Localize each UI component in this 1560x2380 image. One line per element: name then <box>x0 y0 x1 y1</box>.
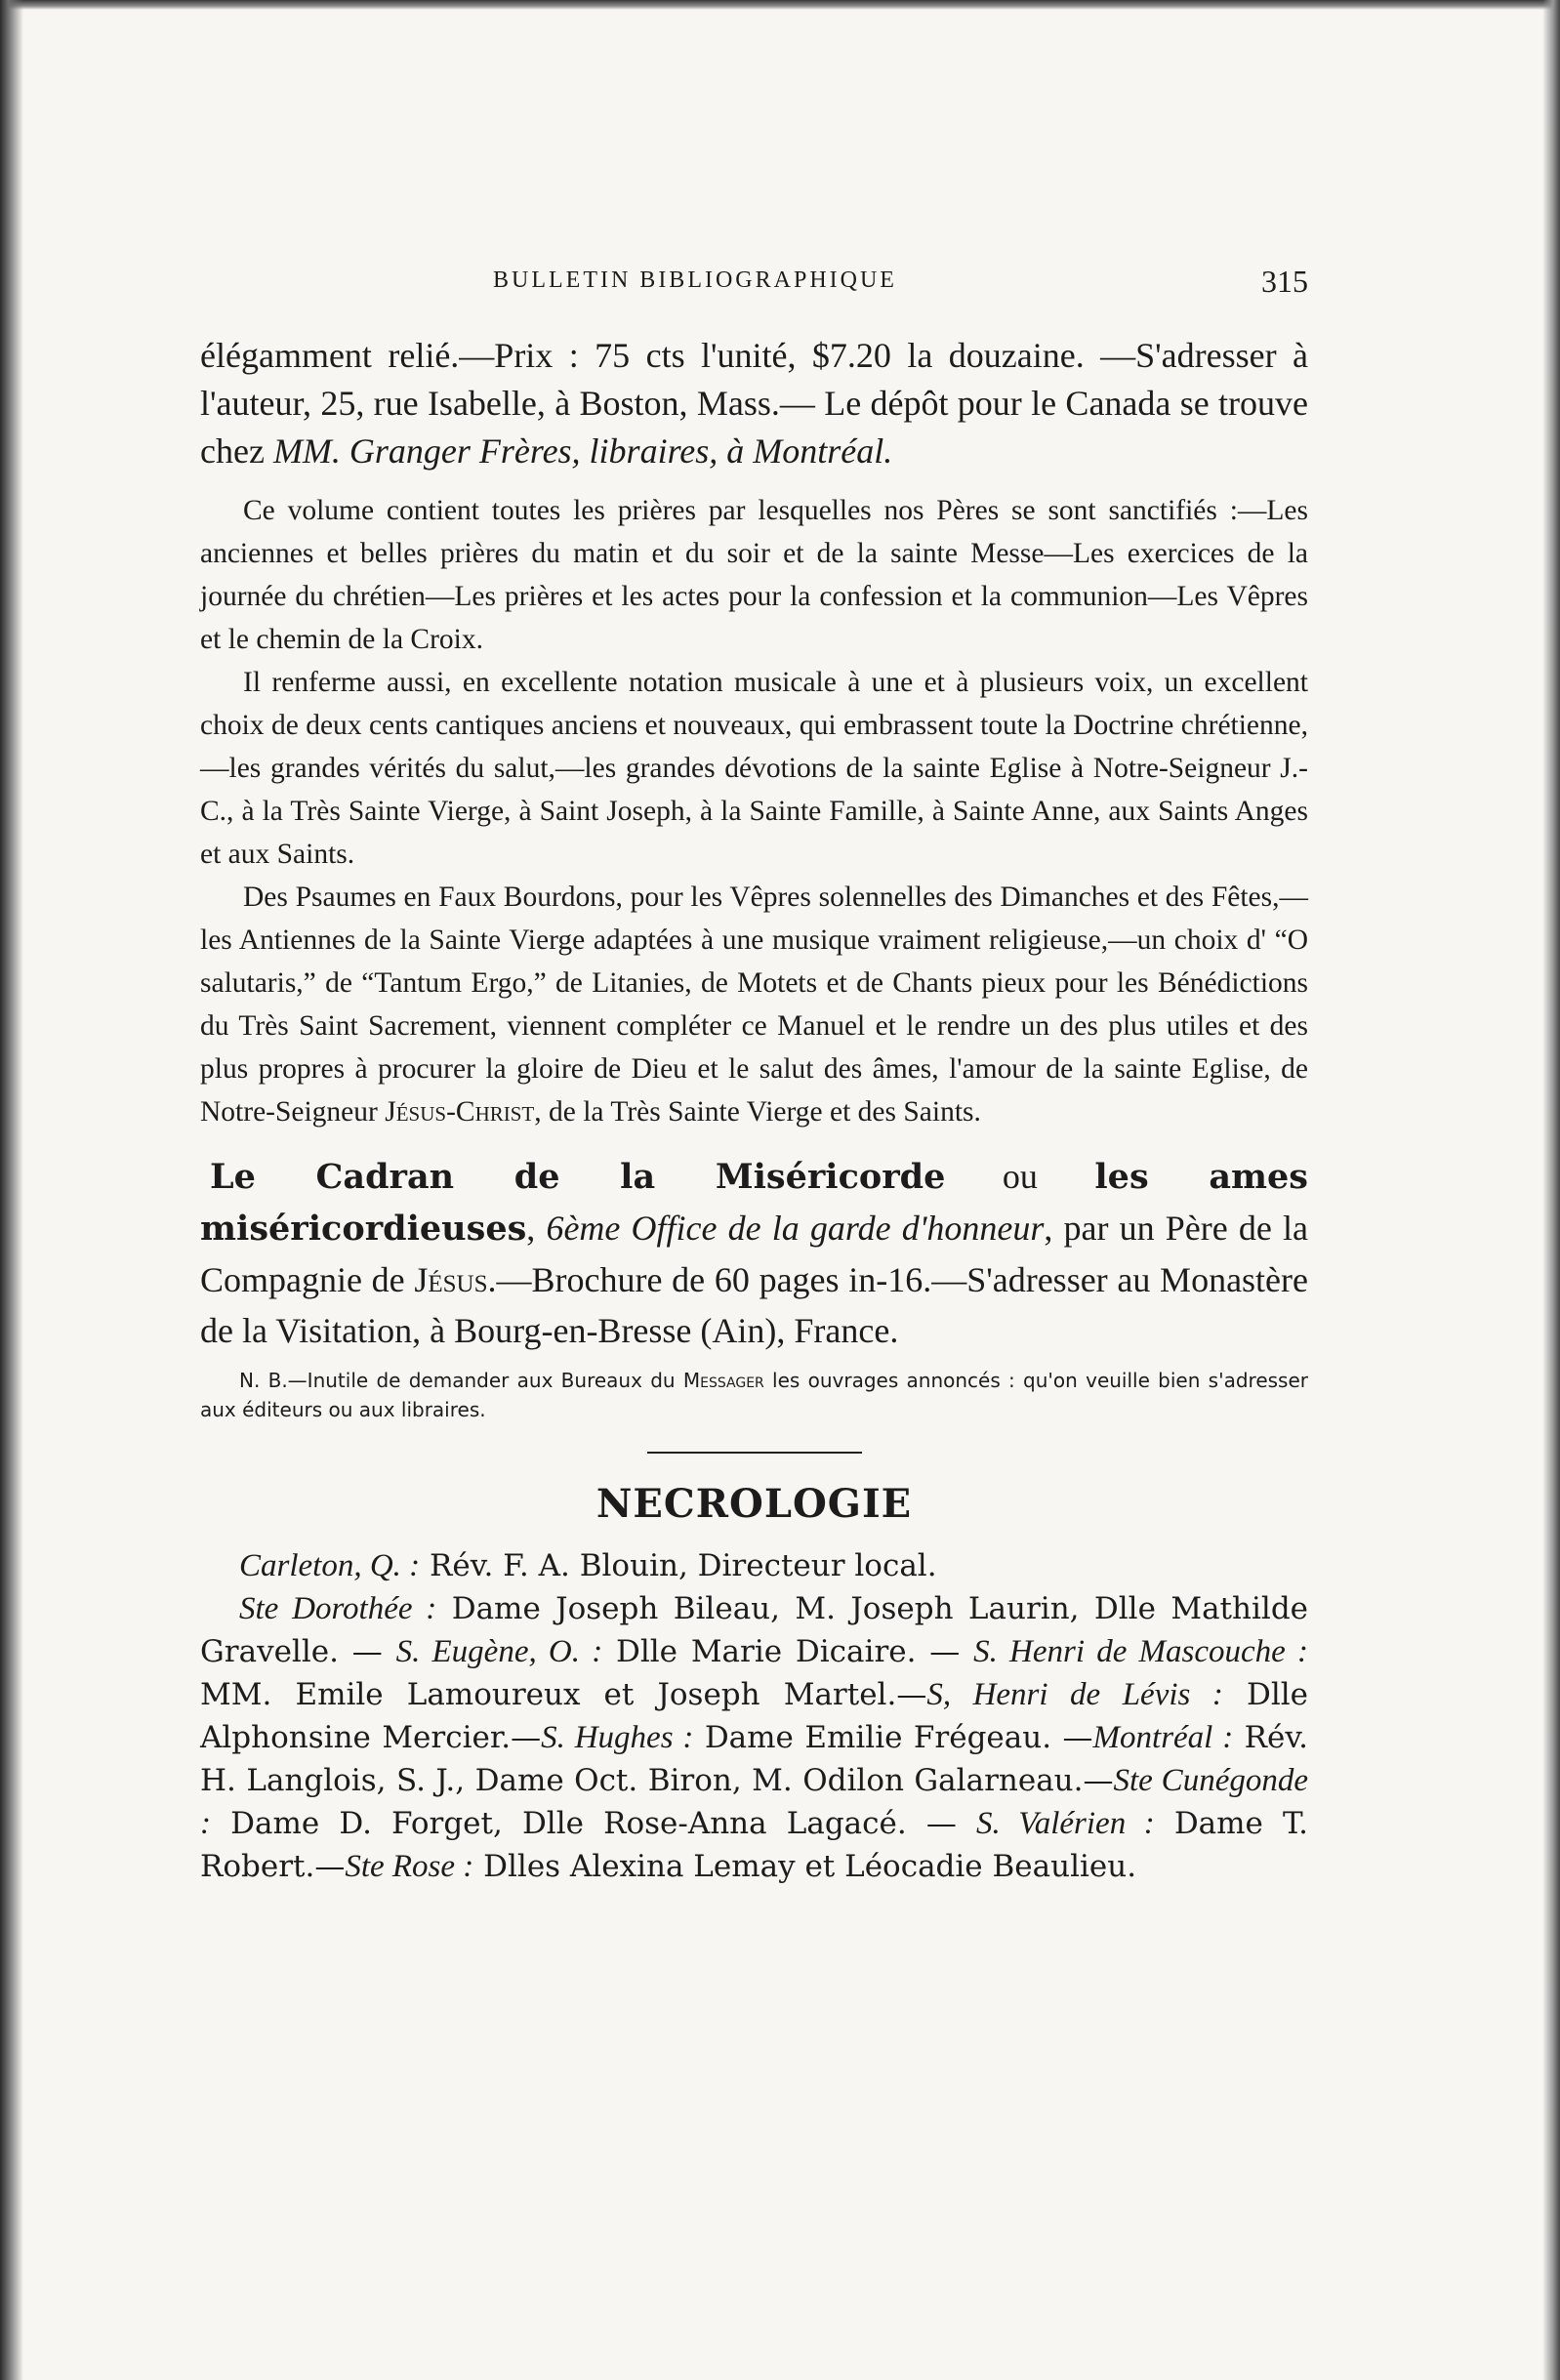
paragraph-3 <box>200 876 1308 1133</box>
section-divider <box>647 1452 862 1454</box>
necro-place: S, Henri de Lévis : <box>926 1677 1223 1712</box>
note-before: N. B.—Inutile de demander aux Bureaux du <box>239 1369 683 1392</box>
entry-connector: ou <box>945 1157 1095 1196</box>
entry-text-b: .—Brochure de 60 pages in-16.—S'adresser au Monastère de la Visitation, à Bourg-en-Bresse (Ain), France. <box>200 1260 1309 1350</box>
book-entry <box>200 1151 1308 1356</box>
necro-place: Carleton, Q. : <box>239 1548 421 1583</box>
necro-names: Dame D. Forget, Dlle Rose-Anna Lagacé. — <box>211 1806 957 1841</box>
paragraph-3-before: Des Psaumes en Faux Bourdons, pour les Vêpres solennelles des Dimanches et des Fêtes,—les Antiennes de la Sainte Vierge adaptées à une musique vraiment religieuse,—un choix d' “O salutaris,” de “Tantum Ergo,” de Litanies, de Motets et de Chants pieux pour les Bénédictions du Très Saint Sacrement, viennent compléter ce Manuel et le rendre un des plus utiles et des plus propres à procurer la gloire de Dieu et le salut des âmes, l'amour de la sainte Eglise, de Notre-Seigneur <box>200 882 1308 1128</box>
necrologie-para-1 <box>200 1544 1308 1587</box>
necro-names: Dame Emilie Frégeau. — <box>693 1720 1093 1755</box>
necro-names: Rév. H. Langlois, S. J., Dame Oct. Biron, M. Odilon Galarneau.— <box>200 1720 1309 1798</box>
necro-names: Dlles Alexina Lemay et Léocadie Beaulieu. <box>473 1849 1137 1884</box>
necro-place: Ste Cunégonde : <box>200 1763 1308 1841</box>
note-smallcaps: Messager <box>682 1369 764 1392</box>
page-number: 315 <box>1261 264 1308 299</box>
necrologie-para-2 <box>200 1587 1308 1888</box>
necro-place: S. Hughes : <box>541 1720 694 1755</box>
entry-italic: 6ème Office de la garde d'honneur <box>546 1209 1045 1248</box>
lead-italic-tail: MM. Granger Frères, libraires, à Montréal. <box>272 431 893 471</box>
page-body <box>200 264 1308 1888</box>
necrologie-title: NECROLOGIE <box>595 1481 913 1527</box>
scan-edge-right <box>1542 0 1560 2380</box>
necro-names: Dame T. Robert.— <box>200 1806 1308 1884</box>
paragraph-2: Il renferme aussi, en excellente notation musicale à une et à plusieurs voix, un excellent choix de deux cents cantiques anciens et nouveaux, qui embrassent toute la Doctrine chrétienne,—les grandes vérités du salut,—les grandes dévotions de la sainte Eglise à Notre-Seigneur J.-C., à la Très Sainte Vierge, à Saint Joseph, à la Sainte Famille, à Sainte Anne, aux Saints Anges et aux Saints. <box>200 667 1308 870</box>
necro-names: Dame Joseph Bileau, M. Joseph Laurin, Dlle Mathilde Gravelle. — <box>200 1591 1309 1669</box>
paragraph-3-after: , de la Très Sainte Vierge et des Saints. <box>534 1096 981 1128</box>
nb-note <box>200 1366 1308 1424</box>
entry-title: Le Cadran de la Miséricorde <box>210 1157 946 1197</box>
necro-place: Ste Dorothée : <box>239 1591 437 1626</box>
necro-place: Montréal : <box>1092 1720 1234 1755</box>
necro-place: S. Valérien : <box>975 1806 1155 1841</box>
scan-edge-left <box>0 0 23 2380</box>
necro-place: S. Eugène, O. : <box>395 1634 603 1669</box>
entry-text-a: , par un Père de la Compagnie de <box>200 1209 1308 1299</box>
running-head <box>200 264 1308 332</box>
paragraph-3-smallcaps: Jésus-Christ <box>385 1096 535 1128</box>
necro-names: Dlle Marie Dicaire. — <box>602 1634 961 1669</box>
necro-names: MM. Emile Lamoureux et Joseph Martel.— <box>200 1677 927 1712</box>
lead-text: élégamment relié.—Prix : 75 cts l'unité, $7.20 la douzaine. —S'adresser à l'auteur, 25, rue Isabelle, à Boston, Mass.— Le dépôt pour le Canada se trouve chez <box>200 336 1308 471</box>
necro-place: Ste Rose : <box>345 1849 474 1884</box>
note-after: les ouvrages annoncés : qu'on veuille bien s'adresser aux éditeurs ou aux libraires. <box>200 1369 1309 1421</box>
entry-sep: , <box>526 1209 547 1248</box>
necro-names: Dlle Alphonsine Mercier.— <box>200 1677 1308 1755</box>
necro-place: S. Henri de Mascouche : <box>973 1634 1309 1669</box>
running-title: BULLETIN BIBLIOGRAPHIQUE <box>493 267 897 293</box>
scan-edge-top <box>0 0 1560 10</box>
necro-names: Rév. F. A. Blouin, Directeur local. <box>420 1548 937 1583</box>
entry-title-2: les ames miséricordieuses <box>200 1157 1309 1249</box>
paragraph-1: Ce volume contient toutes les prières par lesquelles nos Pères se sont sanctifiés :—Les anciennes et belles prières du matin et du soir et de la sainte Messe—Les exercices de la journée du chrétien—Les prières et les actes pour la confession et la communion—Les Vêpres et le chemin de la Croix. <box>200 495 1308 655</box>
lead-paragraph <box>200 332 1308 475</box>
entry-smallcaps: Jésus <box>414 1260 488 1299</box>
